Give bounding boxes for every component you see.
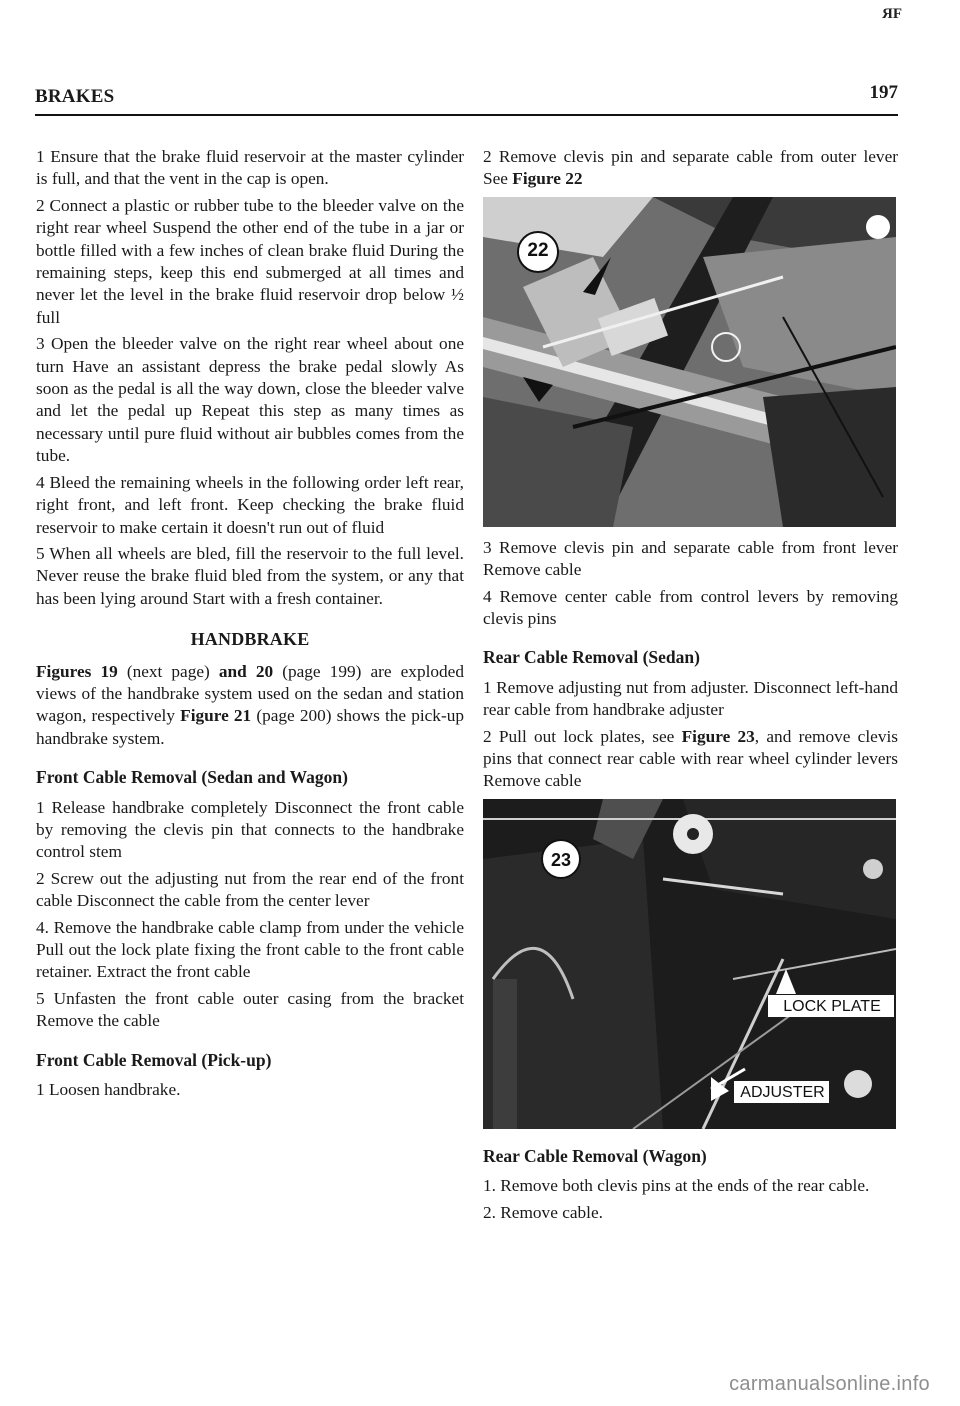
figure-22-number: 22: [527, 239, 549, 261]
left-column: [36, 146, 464, 1105]
section-title: BRAKES: [35, 86, 115, 107]
rear-wagon-step-1: 1. Remove both clevis pins at the ends of the rear cable.: [483, 1176, 870, 1196]
figure-23-photo: [483, 799, 896, 1129]
step-2-text: 2 Connect a plastic or rubber tube to the bleeder valve on the right rear wheel Suspend the other end of the tube in a jar or bottle filled with a few inches of clean brake fluid During the remaining steps, keep this end submerged at all times and never let the level in the brake fluid reservoir drop below ½ full: [36, 195, 464, 327]
right-step-2-text: 2 Remove clevis pin and separate cable from outer lever See: [483, 147, 898, 189]
front-step-4: 4. Remove the handbrake cable clamp from under the vehicle Pull out the lock plate fixing the front cable to the front cable retainer. Extract the front cable: [36, 917, 464, 982]
handbrake-heading: HANDBRAKE: [190, 629, 310, 650]
front-cable-sedan-heading: Front Cable Removal (Sedan and Wagon): [36, 767, 348, 788]
step-5-text: 5 When all wheels are bled, fill the reservoir to the full level. Never reuse the brake fluid bled from the system, or any that has been lying around Start with a fresh container.: [36, 543, 464, 608]
pickup-step-1: 1 Loosen handbrake.: [36, 1080, 181, 1100]
corner-mark: ЯF: [882, 6, 902, 22]
rear-sedan-step-2-text-a: 2 Pull out lock plates, see: [483, 726, 682, 746]
figure-21-ref: Figure 21: [180, 706, 252, 726]
right-step-3: 3 Remove clevis pin and separate cable from front lever Remove cable: [483, 537, 898, 580]
figure-20-ref: and 20: [218, 661, 274, 681]
figure-19-ref: Figures 19: [36, 661, 118, 681]
handbrake-intro-text-2: (page 199) are exploded views of the handbrake system used on the sedan and station wagon, respectively: [36, 661, 464, 726]
front-step-1: 1 Release handbrake completely Disconnect the front cable by removing the clevis pin that connects to the handbrake control stem: [36, 797, 464, 862]
right-column: [483, 146, 898, 1228]
handbrake-intro-text-3: (page 200) shows the pick-up handbrake system.: [36, 706, 464, 748]
figure-23-image: [483, 799, 896, 1129]
rear-sedan-step-2-text-b: , and remove clevis pins that connect rear cable with rear wheel cylinder levers Remove cable: [483, 726, 898, 791]
page-header: [35, 80, 898, 116]
front-cable-pickup-heading: Front Cable Removal (Pick-up): [36, 1049, 272, 1070]
rear-sedan-step-1: 1 Remove adjusting nut from adjuster. Disconnect left-hand rear cable from handbrake adjuster: [483, 677, 898, 720]
handbrake-intro: [36, 661, 464, 751]
figure-23-number: 23: [550, 849, 572, 870]
page-number: 197: [869, 82, 898, 103]
front-step-2: 2 Screw out the adjusting nut from the rear end of the front cable Disconnect the cable from the center lever: [36, 868, 464, 911]
figure-23-ref: Figure 23: [681, 726, 755, 746]
rear-sedan-step-2: [483, 726, 898, 793]
rear-cable-sedan-heading: Rear Cable Removal (Sedan): [483, 647, 700, 668]
adjuster-label: ADJUSTER: [740, 1083, 825, 1101]
front-step-5: 5 Unfasten the front cable outer casing from the bracket Remove the cable: [36, 988, 464, 1031]
figure-22-photo: [483, 197, 896, 527]
rear-wagon-step-2: 2. Remove cable.: [483, 1202, 603, 1222]
lock-plate-label: LOCK PLATE: [783, 997, 881, 1015]
right-step-4: 4 Remove center cable from control levers by removing clevis pins: [483, 586, 898, 629]
step-3-text: 3 Open the bleeder valve on the right rear wheel about one turn Have an assistant depress the brake pedal slowly As soon as the pedal is all the way down, close the bleeder valve and let the pedal up Repeat this step as many times as necessary until pure fluid without air bubbles comes from the tube.: [36, 334, 464, 466]
rear-cable-wagon-heading: Rear Cable Removal (Wagon): [483, 1145, 707, 1166]
step-1-text: 1 Ensure that the brake fluid reservoir at the master cylinder is full, and that the vent in the cap is open.: [36, 147, 464, 189]
handbrake-intro-text-1: (next page): [117, 661, 219, 681]
figure-22-ref: Figure 22: [512, 169, 583, 189]
right-step-2: [483, 146, 898, 191]
step-4-text: 4 Bleed the remaining wheels in the following order left rear, right front, and left front. Keep checking the brake fluid reservoir to make certain it doesn't run out of fluid: [36, 472, 464, 537]
footer-watermark-link[interactable]: carmanualsonline.info: [729, 1373, 930, 1395]
